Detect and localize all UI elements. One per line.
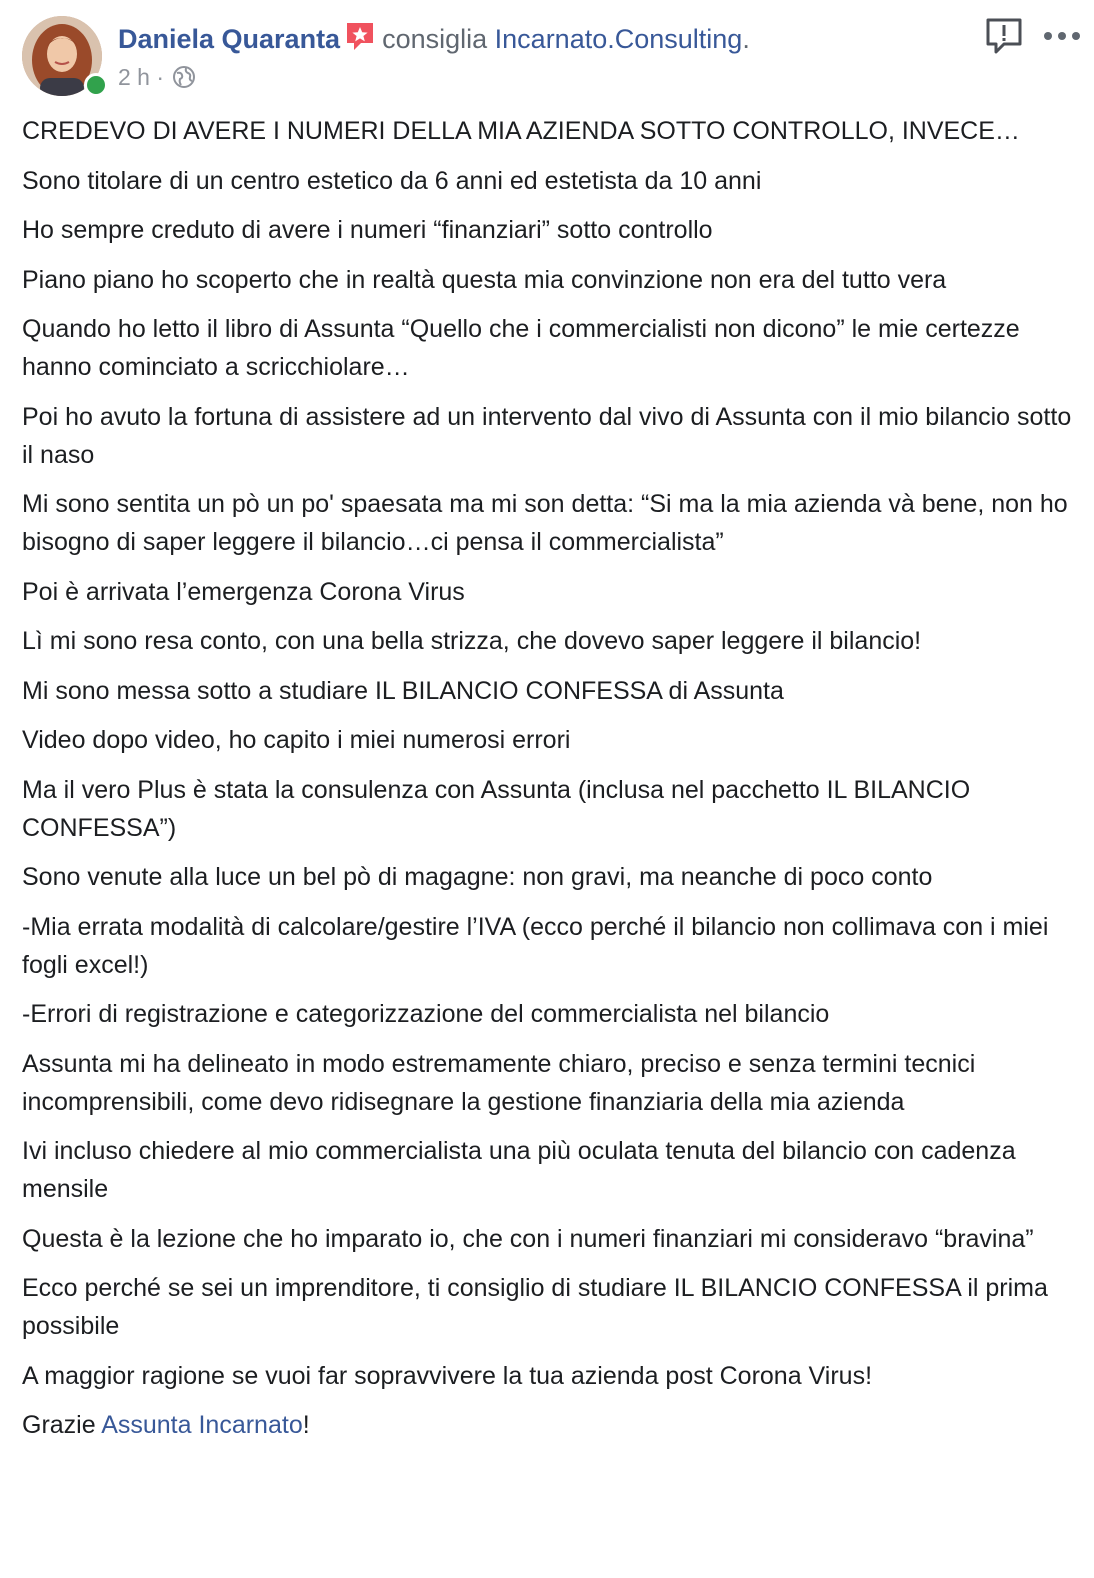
post-paragraph: Mi sono sentita un pò un po' spaesata ma mi son detta: “Si ma la mia azienda và bene, non ho bisogno di saper leggere il bilancio…ci pensa il commercialista” bbox=[22, 490, 1068, 556]
post-timestamp[interactable]: 2 h bbox=[118, 64, 150, 90]
action-text: consiglia bbox=[382, 24, 488, 54]
post-paragraph: Sono venute alla luce un bel pò di magagne: non gravi, ma neanche di poco conto bbox=[22, 863, 933, 891]
post-body bbox=[22, 112, 1072, 1456]
meta-separator: · bbox=[156, 64, 165, 90]
recommendation-star-icon bbox=[344, 20, 376, 52]
report-speech-bubble-icon[interactable] bbox=[984, 16, 1024, 56]
more-options-icon[interactable] bbox=[1042, 24, 1082, 48]
page-suffix: . bbox=[742, 24, 750, 54]
post-paragraph: Piano piano ho scoperto che in realtà questa mia convinzione non era del tutto vera bbox=[22, 265, 947, 294]
post-paragraph: Ecco perché se sei un imprenditore, ti consiglio di studiare IL BILANCIO CONFESSA il prima possibile bbox=[22, 1274, 1048, 1340]
post-paragraph: Ivi incluso chiedere al mio commercialista una più oculata tenuta del bilancio con cadenza mensile bbox=[22, 1137, 1016, 1203]
post-paragraph: Questa è la lezione che ho imparato io, che con i numeri finanziari mi consideravo “bravina” bbox=[22, 1224, 1034, 1253]
post-paragraph: Mi sono messa sotto a studiare IL BILANCIO CONFESSA di Assunta bbox=[22, 676, 784, 705]
closing-paragraph bbox=[22, 1406, 1072, 1444]
post-paragraph: CREDEVO DI AVERE I NUMERI DELLA MIA AZIENDA SOTTO CONTROLLO, INVECE… bbox=[22, 117, 1020, 145]
post-paragraph: Ma il vero Plus è stata la consulenza con Assunta (inclusa nel pacchetto IL BILANCIO CONFESSA”) bbox=[22, 775, 971, 842]
globe-icon[interactable] bbox=[172, 65, 196, 89]
post-meta bbox=[118, 62, 196, 92]
post-paragraph: Video dopo video, ho capito i miei numerosi errori bbox=[22, 726, 571, 754]
post-paragraph: -Errori di registrazione e categorizzazione del commercialista nel bilancio bbox=[22, 1000, 830, 1028]
post-paragraph: Assunta mi ha delineato in modo estremamente chiaro, preciso e senza termini tecnici incomprensibili, come devo ridisegnare la gestione finanziaria della mia azienda bbox=[22, 1049, 976, 1116]
post-header bbox=[22, 16, 1082, 100]
author-name-link[interactable]: Daniela Quaranta bbox=[118, 24, 341, 54]
post-paragraph: Quando ho letto il libro di Assunta “Quello che i commercialisti non dicono” le mie certezze hanno cominciato a scricchiolare… bbox=[22, 315, 1020, 381]
post-paragraph: Poi ho avuto la fortuna di assistere ad un intervento dal vivo di Assunta con il mio bilancio sotto il naso bbox=[22, 402, 1072, 469]
post-paragraph: Lì mi sono resa conto, con una bella strizza, che dovevo saper leggere il bilancio! bbox=[22, 627, 922, 655]
post-paragraph: Sono titolare di un centro estetico da 6 anni ed estetista da 10 anni bbox=[22, 166, 762, 195]
post-header-line bbox=[118, 20, 750, 57]
mention-link[interactable]: Assunta Incarnato bbox=[101, 1411, 303, 1439]
closing-prefix: Grazie bbox=[22, 1411, 102, 1439]
post-paragraph: -Mia errata modalità di calcolare/gestire l’IVA (ecco perché il bilancio non collimava con i miei fogli excel!) bbox=[22, 912, 1049, 979]
recommended-page-link[interactable]: Incarnato.Consulting bbox=[494, 24, 743, 54]
closing-suffix: ! bbox=[302, 1411, 310, 1439]
post-paragraph: A maggior ragione se vuoi far sopravvivere la tua azienda post Corona Virus! bbox=[22, 1361, 873, 1390]
online-status-indicator bbox=[84, 73, 108, 97]
post-paragraph: Ho sempre creduto di avere i numeri “finanziari” sotto controllo bbox=[22, 216, 713, 244]
post-paragraph: Poi è arrivata l’emergenza Corona Virus bbox=[22, 577, 465, 606]
